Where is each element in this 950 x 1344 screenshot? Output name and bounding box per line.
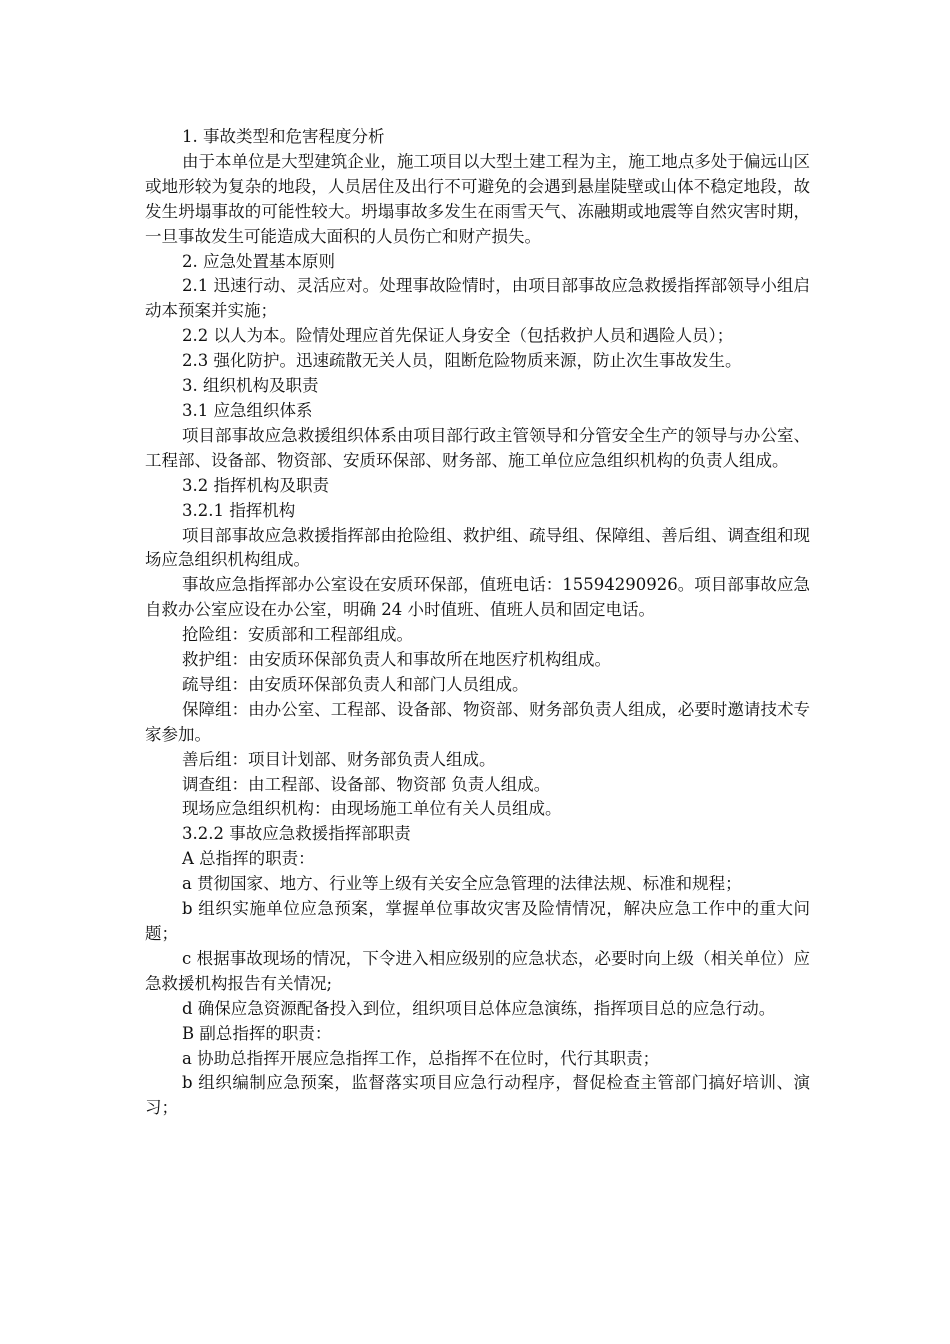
paragraph-principle-2-2: 2.2 以人为本。险情处理应首先保证人身安全（包括救护人员和遇险人员）； [182, 326, 734, 346]
paragraph-onsite-organization: 现场应急组织机构：由现场施工单位有关人员组成。 [182, 799, 562, 819]
paragraph-aftermath-group: 善后组：项目计划部、财务部负责人组成。 [182, 749, 496, 769]
paragraph-deputy-duties-heading: B 副总指挥的职责： [182, 1023, 332, 1043]
paragraph-rescue-group: 抢险组：安质部和工程部组成。 [182, 625, 413, 645]
subsection-heading-3-2-1: 3.2.1 指挥机构 [182, 500, 296, 520]
subsection-heading-3-1: 3.1 应急组织体系 [182, 400, 313, 420]
paragraph-commander-duty-d: d 确保应急资源配备投入到位，组织项目总体应急演练，指挥项目总的应急行动。 [182, 998, 776, 1018]
subsection-heading-3-2: 3.2 指挥机构及职责 [182, 475, 329, 495]
paragraph-support-group: 保障组：由办公室、工程部、设备部、物资部、财务部负责人组成，必要时邀请技术专家参加。 [145, 699, 810, 744]
paragraph-principle-2-3: 2.3 强化防护。迅速疏散无关人员，阻断危险物质来源，防止次生事故发生。 [182, 351, 742, 371]
paragraph-commander-duty-c: c 根据事故现场的情况，下令进入相应级别的应急状态，必要时向上级（相关单位）应急救援机构报告有关情况; [145, 948, 810, 993]
paragraph-command-structure: 项目部事故应急救援指挥部由抢险组、救护组、疏导组、保障组、善后组、调查组和现场应急组织机构组成。 [145, 525, 810, 570]
paragraph-deputy-duty-a: a 协助总指挥开展应急指挥工作，总指挥不在位时，代行其职责； [182, 1048, 660, 1068]
paragraph-medical-group: 救护组：由安质环保部负责人和事故所在地医疗机构组成。 [182, 650, 611, 670]
paragraph-deputy-duty-b: b 组织编制应急预案，监督落实项目应急行动程序，督促检查主管部门搞好培训、演习； [145, 1073, 810, 1118]
paragraph-commander-duties-heading: A 总指挥的职责： [182, 849, 315, 869]
paragraph-commander-duty-b: b 组织实施单位应急预案，掌握单位事故灾害及险情情况，解决应急工作中的重大问题； [145, 899, 810, 943]
section-heading-3: 3. 组织机构及职责 [182, 376, 319, 396]
paragraph-evacuation-group: 疏导组：由安质环保部负责人和部门人员组成。 [182, 674, 529, 694]
paragraph-hazard-analysis: 由于本单位是大型建筑企业，施工项目以大型土建工程为主，施工地点多处于偏远山区或地形较为复杂的地段，人员居住及出行不可避免的会遇到悬崖陡壁或山体不稳定地段，故发生坍塌事故的可能性较大。坍塌事故多发生在雨雪天气、冻融期或地震等自然灾害时期，一旦事故发生可能造成大面积的人员伤亡和财产损失。 [145, 151, 810, 246]
paragraph-organization-system: 项目部事故应急救援组织体系由项目部行政主管领导和分管安全生产的领导与办公室、工程部、设备部、物资部、安质环保部、财务部、施工单位应急组织机构的负责人组成。 [145, 425, 810, 470]
section-heading-1: 1. 事故类型和危害程度分析 [182, 127, 385, 146]
paragraph-commander-duty-a: a 贯彻国家、地方、行业等上级有关安全应急管理的法律法规、标准和规程； [182, 874, 742, 894]
paragraph-investigation-group: 调查组：由工程部、设备部、物资部 负责人组成。 [182, 774, 551, 794]
section-heading-2: 2. 应急处置基本原则 [182, 251, 335, 271]
paragraph-principle-2-1: 2.1 迅速行动、灵活应对。处理事故险情时，由项目部事故应急救援指挥部领导小组启动本预案并实施； [145, 276, 810, 321]
document-body [145, 125, 810, 1121]
subsection-heading-3-2-2: 3.2.2 事故应急救援指挥部职责 [182, 824, 411, 844]
paragraph-command-office: 事故应急指挥部办公室设在安质环保部，值班电话：15594290926。项目部事故应急自救办公室应设在办公室，明确 24 小时值班、值班人员和固定电话。 [145, 575, 810, 620]
